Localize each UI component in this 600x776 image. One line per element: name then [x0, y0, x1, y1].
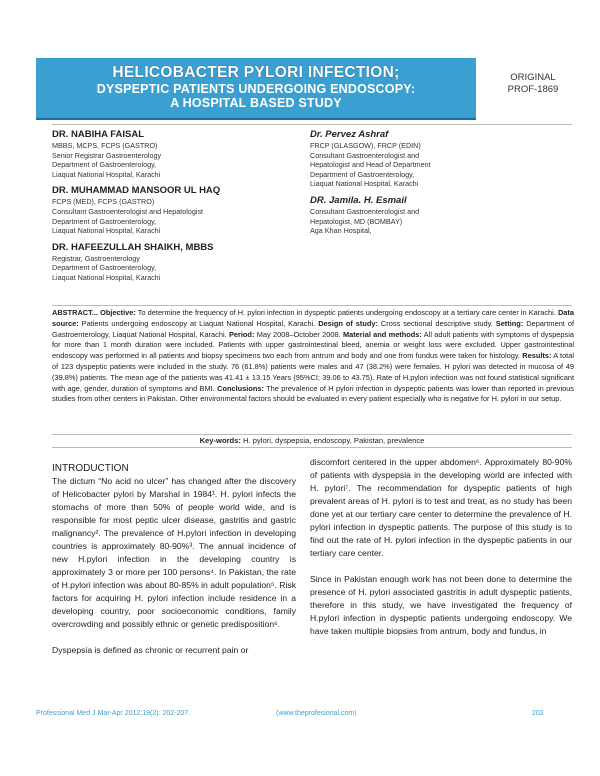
author-affiliation: Liaquat National Hospital, Karachi [52, 169, 161, 179]
author-affiliation: FCPS (MED), FCPS (GASTRO) [52, 197, 155, 207]
article-type-box [498, 72, 568, 96]
author-affiliation: Hepatologist, MD (BOMBAY) [310, 216, 403, 226]
abstract-results: A total of 123 dyspeptic patients were included in the study. 76 (61.8%) patients were males and 47 (38.2%) were females. H pylori was detected in mucosa of 49 (39.8%) patients. The mean age of the patients was 41.41 ± 13.15 Years (95%CI; 39.06 to 43.75). Rate of H.pylori infection was not found statistical significant with age, gender, duration of symptoms and BMI. [52, 351, 574, 393]
author-block [52, 129, 302, 179]
abstract-source: Patients undergoing endoscopy at Liaquat National Hospital, Karachi. [78, 318, 319, 328]
abstract [52, 308, 574, 405]
abstract-source-label: Data source: [52, 308, 574, 328]
abstract-setting-label: Setting: [495, 318, 524, 328]
author-block [52, 185, 302, 235]
author-affiliation: Senior Registrar Gastroenterology [52, 150, 162, 160]
author-affiliation: FRCP (GLASGOW), FRCP (EDIN) [310, 141, 421, 150]
author-name: DR. MUHAMMAD MANSOOR UL HAQ [52, 185, 221, 197]
author-block [52, 242, 302, 283]
author-affiliation: Department of Gastroenterology, [310, 169, 415, 179]
author-block [310, 129, 570, 189]
authors-section [52, 124, 572, 306]
abstract-period: May 2008–October 2008. [254, 329, 343, 339]
paragraph: Since in Pakistan enough work has not been done to determine the presence of H. pylori associated gastritis in adult dyspeptic patients, therefore in this study, we have investigated the frequency of H.pylori infection in dyspeptic patients undergoing endoscopy. We have taken multiple biopsies from antrum, body and fundus, in [310, 574, 572, 636]
author-name: DR. HAFEEZULLAH SHAIKH, MBBS [52, 241, 214, 253]
author-block [310, 195, 570, 236]
abstract-results-label: Results: [522, 351, 552, 361]
title-banner [36, 58, 476, 120]
abstract-design: Cross sectional descriptive study. [377, 318, 496, 328]
author-affiliation: Consultant Gastroenterologist and Hepatologist [52, 206, 204, 216]
abstract-period-label: Period: [228, 329, 255, 339]
author-affiliation: Liaquat National Hospital, Karachi [52, 226, 161, 236]
author-name: DR. Jamila. H. Esmail [310, 194, 407, 206]
author-affiliation: Liaquat National Hospital, Karachi [310, 179, 419, 189]
authors-right-column [310, 129, 570, 242]
keywords-text: H. pylori, dyspepsia, endoscopy, Pakistan, prevalence [240, 436, 425, 445]
author-affiliation: Consultant Gastroenterologist and [310, 206, 420, 216]
section-heading: INTRODUCTION [52, 463, 129, 474]
abstract-design-label: Design of study: [318, 318, 378, 328]
author-affiliation: MBBS, MCPS, FCPS (GASTRO) [52, 141, 158, 150]
article-type: ORIGINAL [510, 72, 556, 83]
abstract-label: ABSTRACT... Objective: [52, 308, 136, 317]
journal-citation: Professional Med J Mar-Apr 2012;19(2): 202-207. [36, 710, 191, 717]
author-affiliation: Department of Gastroenterology, [52, 263, 157, 273]
abstract-conclusions-label: Conclusions: [217, 383, 264, 393]
author-affiliation: Liaquat National Hospital, Karachi [52, 272, 161, 282]
keywords [52, 434, 572, 448]
author-affiliation: Hepatologist and Head of Department [310, 160, 431, 170]
paragraph: discomfort centered in the upper abdomen⁶. Approximately 80-90% of patients with dyspepsia in the developing world are infected with H. pylori⁷. The recommendation for dyspeptic patients of high prevalent areas of H. pylori is to test and treat, as no study has been done yet at our tertiary care center to determine the prevalence of H. pylori infection in dyspeptic patients. The purpose of this study is to find out the rate of H. pylori infection in the dyspeptic patients in our tertiary care center. [310, 457, 572, 558]
article-subtitle-1: DYSPEPTIC PATIENTS UNDERGOING ENDOSCOPY: [96, 82, 416, 96]
body-left-column [52, 462, 296, 670]
journal-website[interactable]: (www.theprofesional.com) [276, 710, 357, 717]
keywords-label: Key-words: [199, 436, 241, 445]
author-name: DR. NABIHA FAISAL [52, 129, 145, 140]
author-affiliation: Consultant Gastroenterologist and [310, 150, 420, 160]
abstract-objective: To determine the frequency of H. pylori infection in dyspeptic patients undergoing endoscopy at a tertiary care center in Karachi. [135, 308, 558, 317]
author-affiliation: Department of Gastroenterology, [52, 160, 157, 170]
author-affiliation: Registrar, Gastroenterology [52, 253, 140, 263]
paragraph: The dictum “No acid no ulcer” has changed after the discovery of Helicobacter pylori by Marshal in 1984¹. H. pylori infects the stomachs of more than 50% of people world wide, and is responsible for most peptic ulcer disease, gastritis and gastric malignancy². The prevalence of H.pylori infection in developing countries is approximately 80-90%³. The annual incidence of new H.pylori infection in the developing country is approximately 3 or more per 100 persons⁴. In Pakistan, the rate of H.pylori infection was about 80-85% in adult population⁵. Risk factors for acquiring H. pylori infection include residence in a developing country, poor socioeconomic conditions, family overcrowding and possibly ethnic or genetic predisposition⁶. [52, 476, 296, 629]
author-affiliation: Department of Gastroenterology, [52, 216, 157, 226]
paragraph: Dyspepsia is defined as chronic or recurrent pain or [52, 645, 249, 655]
author-name: Dr. Pervez Ashraf [310, 129, 389, 140]
author-affiliation: Aga Khan Hospital, [310, 226, 372, 236]
abstract-methods-label: Material and methods: [342, 329, 422, 339]
abstract-conclusions: The prevalence of H pylori infection in dyspeptic patients was lower than reported in previous studies from other centers in Pakistan. Other environmental factors should be evaluated in every patient especially who is negative for H. pylori in our setup. [52, 383, 575, 404]
article-title: HELICOBACTER PYLORI INFECTION; [112, 64, 400, 81]
article-code: PROF-1869 [507, 84, 559, 95]
body-right-column [310, 456, 572, 651]
page-number: 202 [532, 710, 544, 717]
abstract-methods: All adult patients with symptoms of dyspepsia for more than 1 month duration were included. Patients with upper gastrointestinal bleed, anemia or weight loss were excluded. Upper gastrointestinal endoscopy was performed in all patients and biopsy specimens two each from antrum and body and one from fundus were taken for histology. [52, 329, 574, 361]
abstract-setting: Department of Gastroenterology, Liaquat National Hospital, Karachi. [52, 318, 574, 339]
article-subtitle-2: A HOSPITAL BASED STUDY [170, 96, 342, 110]
authors-left-column [52, 129, 302, 289]
